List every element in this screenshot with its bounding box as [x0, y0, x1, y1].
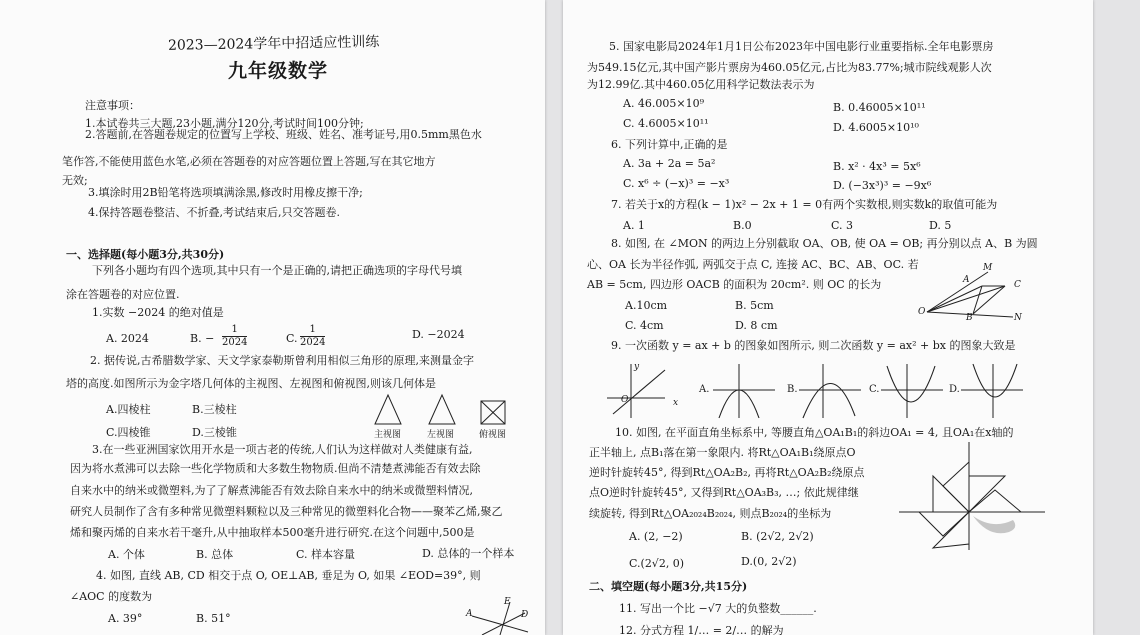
q2-option-a: A.四棱柱 — [106, 403, 151, 416]
note-line: 笔作答,不能使用蓝色水笔,必须在答题卷的对应答题位置上答题,写在其它地方 — [62, 155, 436, 168]
q10-option-c: C.(2√2, 0) — [629, 557, 685, 570]
q4-point-d: D — [521, 610, 529, 620]
q9-option-c: C. — [869, 384, 880, 395]
q8-line: 心、OA 长为半径作弧, 两弧交于点 C, 连接 AC、BC、AB、OC. 若 — [587, 258, 919, 271]
q8-line: AB = 5cm, 四边形 OACB 的面积为 20cm². 则 OC 的长为 — [587, 278, 882, 291]
q3-option-c: C. 样本容量 — [296, 548, 356, 561]
side-view-label: 左视图 — [427, 430, 455, 440]
q5-option-a: A. 46.005×10⁹ — [623, 97, 705, 110]
side-view-triangle — [429, 395, 455, 424]
q12-stem: 12. 分式方程 1/… = 2/… 的解为 — [619, 624, 784, 635]
q2-option-d: D.三棱锥 — [192, 426, 237, 439]
front-view-triangle — [375, 395, 401, 424]
q1-option-a: A. 2024 — [106, 332, 149, 345]
q2-option-b: B.三棱柱 — [192, 403, 237, 416]
q6-option-c: C. x⁶ ÷ (−x)³ = −x³ — [623, 177, 730, 190]
q6-option-d: D. (−3x³)³ = −9x⁶ — [833, 179, 932, 192]
q3-line: 研究人员制作了含有多种常见微塑料颗粒以及三种常见的微塑料化合物——聚苯乙烯,聚乙 — [70, 505, 503, 518]
q7-stem: 7. 若关于x的方程(k − 1)x² − 2x + 1 = 0有两个实数根,则实数k的取值可能为 — [611, 198, 998, 211]
q10-option-d: D.(0, 2√2) — [741, 555, 797, 568]
q10-option-a: A. (2, −2) — [629, 530, 683, 543]
exam-page-left — [0, 0, 545, 635]
q1-option-d: D. −2024 — [412, 328, 465, 341]
q6-stem: 6. 下列计算中,正确的是 — [611, 138, 728, 151]
q8-point-b: B — [966, 313, 973, 323]
note-line: 3.填涂时用2B铅笔将选项填满涂黑,修改时用橡皮擦干净; — [88, 186, 363, 199]
exam-year-title: 2023—2024学年中招适应性训练 — [167, 34, 380, 54]
q10-line: 正半轴上, 点B₁落在第一象限内. 将Rt△OA₁B₁绕原点O — [589, 446, 856, 459]
q4-point-a: A — [466, 609, 473, 619]
q1-b-fraction: $\frac{1}{2024}$ — [222, 324, 248, 348]
q8-option-b: B. 5cm — [735, 299, 774, 312]
q8-point-c: C — [1014, 280, 1021, 290]
q9-option-a: A. — [699, 384, 710, 395]
q1-stem: 1.实数 −2024 的绝对值是 — [92, 306, 224, 319]
section1-heading: 一、选择题(每小题3分,共30分) — [66, 248, 225, 261]
pyramid-views-figure — [372, 392, 512, 428]
q1-c-fraction: $\frac{1}{2024}$ — [300, 324, 326, 348]
q9-option-d-graph — [959, 360, 1025, 420]
q5-line: 5. 国家电影局2024年1月1日公布2023年中国电影行业重要指标.全年电影票房 — [609, 40, 994, 53]
exam-page-right — [563, 0, 1093, 635]
q6-option-b: B. x² · 4x³ = 5x⁶ — [833, 160, 921, 173]
q9-axis-x: x — [673, 398, 679, 408]
q9-option-b: B. — [787, 384, 798, 395]
q1-option-b: B. − — [190, 332, 215, 345]
notice-heading: 注意事项： — [85, 99, 140, 112]
q2-line: 2. 据传说,古希腊数学家、天文学家泰勒斯曾利用相似三角形的原理,来测量金字 — [90, 354, 474, 367]
q9-option-d: D. — [949, 384, 960, 395]
note-line: 1.本试卷共三大题,23小题,满分120分,考试时间100分钟; — [85, 117, 364, 130]
section2-heading: 二、填空题(每小题3分,共15分) — [589, 580, 748, 593]
q5-option-b: B. 0.46005×10¹¹ — [833, 101, 926, 114]
exam-main-title: 九年级数学 — [228, 60, 329, 82]
q4-option-b: B. 51° — [196, 612, 231, 625]
q8-point-a: A — [963, 275, 970, 285]
q5-line: 为12.99亿.其中460.05亿用科学记数法表示为 — [587, 78, 815, 91]
q8-line: 8. 如图, 在 ∠MON 的两边上分别截取 OA、OB, 使 OA = OB; 再分别以点 A、B 为圆 — [611, 237, 1038, 250]
q10-line: 10. 如图, 在平面直角坐标系中, 等腰直角△OA₁B₁的斜边OA₁ = 4, 且OA₁在x轴的 — [615, 426, 1014, 439]
q10-line: 逆时针旋转45°, 得到Rt△OA₂B₂, 再将Rt△OA₂B₂绕原点 — [589, 466, 865, 479]
q3-line: 烯和聚丙烯的自来水若干毫升,从中抽取样本500毫升进行研究.在这个问题中,500是 — [70, 526, 475, 539]
q7-option-b: B.0 — [733, 219, 752, 232]
q8-option-d: D. 8 cm — [735, 319, 778, 332]
front-view-label: 主视图 — [374, 430, 402, 440]
q5-option-d: D. 4.6005×10¹⁰ — [833, 121, 919, 134]
top-view-label: 俯视图 — [479, 430, 507, 440]
q10-line: 点O逆时针旋转45°, 又得到Rt△OA₃B₃, …; 依此规律继 — [589, 486, 859, 499]
q8-option-a: A.10cm — [625, 299, 668, 312]
section1-intro: 下列各小题均有四个选项,其中只有一个是正确的,请把正确选项的字母代号填 — [92, 264, 462, 277]
q11-stem: 11. 写出一个比 −√7 大的负整数______. — [619, 602, 817, 615]
q10-line: 续旋转, 得到Rt△OA₂₀₂₄B₂₀₂₄, 则点B₂₀₂₄的坐标为 — [589, 507, 832, 520]
q2-option-c: C.四棱锥 — [106, 426, 151, 439]
q4-option-a: A. 39° — [108, 612, 143, 625]
q9-axis-y: y — [634, 362, 640, 372]
q10-rotation-figure — [899, 440, 1049, 552]
note-line: 2.答题前,在答题卷规定的位置写上学校、班级、姓名、准考证号,用0.5mm黑色水 — [85, 128, 482, 141]
q9-option-c-graph — [879, 360, 945, 420]
q2-line: 塔的高度.如图所示为金字塔几何体的主视图、左视图和俯视图,则该几何体是 — [66, 377, 436, 390]
q6-option-a: A. 3a + 2a = 5a² — [623, 157, 716, 170]
section1-intro: 涂在答题卷的对应位置. — [66, 288, 180, 301]
q9-stem: 9. 一次函数 y = ax + b 的图象如图所示, 则二次函数 y = ax² + bx 的图象大致是 — [611, 339, 1016, 352]
q9-axis-origin: O — [621, 395, 629, 405]
q9-option-b-graph — [797, 360, 863, 420]
note-line: 无效; — [62, 174, 88, 187]
q7-option-d: D. 5 — [929, 219, 952, 232]
viewer-background-strip — [1100, 0, 1140, 635]
q3-line: 因为将水煮沸可以去除一些化学物质和大多数生物物质.但尚不清楚煮沸能否有效去除 — [70, 462, 481, 475]
q7-option-a: A. 1 — [623, 219, 645, 232]
q8-option-c: C. 4cm — [625, 319, 664, 332]
q1-option-c: C. — [286, 332, 298, 345]
q7-option-c: C. 3 — [831, 219, 854, 232]
q8-point-o: O — [918, 307, 926, 317]
q5-line: 为549.15亿元,其中国产影片票房为460.05亿元,占比为83.77%;城市院线观影人次 — [587, 61, 992, 74]
q3-line: 3.在一些亚洲国家饮用开水是一项古老的传统,人们认为这样做对人类健康有益, — [92, 443, 473, 456]
q3-option-a: A. 个体 — [108, 548, 145, 561]
q3-option-b: B. 总体 — [196, 548, 234, 561]
note-line: 4.保持答题卷整洁、不折叠,考试结束后,只交答题卷. — [88, 206, 340, 219]
q9-option-a-graph — [711, 360, 777, 420]
q4-point-e: E — [504, 597, 511, 607]
q10-option-b: B. (2√2, 2√2) — [741, 530, 814, 543]
q4-line: ∠AOC 的度数为 — [70, 590, 153, 603]
q3-option-d: D. 总体的一个样本 — [422, 547, 515, 560]
q8-point-n: N — [1014, 313, 1022, 323]
q5-option-c: C. 4.6005×10¹¹ — [623, 117, 709, 130]
q3-line: 自来水中的纳米或微塑料,为了了解煮沸能否有效去除自来水中的纳米或微塑料情况, — [70, 484, 473, 497]
q8-point-m: M — [983, 263, 993, 273]
q8-angle-figure — [918, 262, 1028, 324]
q4-line: 4. 如图, 直线 AB, CD 相交于点 O, OE⊥AB, 垂足为 O, 如果 ∠EOD=39°, 则 — [96, 569, 481, 582]
